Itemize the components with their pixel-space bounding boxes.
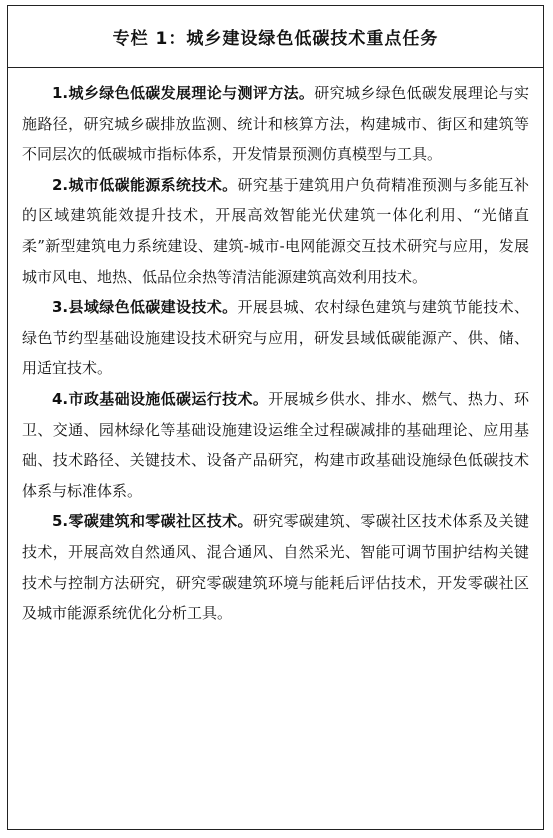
section-1-heading: 1.城乡绿色低碳发展理论与测评方法。 — [52, 84, 315, 102]
task-box — [7, 5, 544, 830]
section-3-heading: 3.县域绿色低碳建设技术。 — [52, 298, 238, 317]
section-5-body: 研究零碳建筑、零碳社区技术体系及关键技术，开展高效自然通风、混合通风、自然采光、智能可调节围护结构关键技术与控制方法研究，研究零碳建筑环境与能耗后评估技术，开发零碳社区及城市能源系统优化分析工具。 — [22, 512, 529, 623]
section-3-body: 开展县城、农村绿色建筑与建筑节能技术、绿色节约型基础设施建设技术研究与应用，研发县域低碳能源产、供、储、用适宜技术。 — [22, 298, 529, 378]
section-1 — [22, 78, 529, 170]
box-title: 专栏 1：城乡建设绿色低碳技术重点任务 — [8, 6, 543, 68]
section-4 — [22, 384, 529, 506]
section-5-heading: 5.零碳建筑和零碳社区技术。 — [52, 512, 253, 531]
section-4-heading: 4.市政基础设施低碳运行技术。 — [52, 389, 269, 408]
section-3 — [22, 292, 529, 384]
section-2-heading: 2.城市低碳能源系统技术。 — [52, 175, 238, 194]
section-1-body: 研究城乡绿色低碳发展理论与实施路径，研究城乡碳排放监测、统计和核算方法，构建城市、街区和建筑等不同层次的低碳城市指标体系，开发情景预测仿真模型与工具。 — [22, 84, 529, 164]
section-2-body: 研究基于建筑用户负荷精准预测与多能互补的区域建筑能效提升技术，开展高效智能光伏建筑一体化利用、“光储直柔”新型建筑电力系统建设、建筑-城市-电网能源交互技术研究与应用，发展城市风电、地热、低品位余热等清洁能源建筑高效利用技术。 — [22, 175, 529, 286]
section-4-body: 开展城乡供水、排水、燃气、热力、环卫、交通、园林绿化等基础设施建设运维全过程碳减排的基础理论、应用基础、技术路径、关键技术、设备产品研究，构建市政基础设施绿色低碳技术体系与标准体系。 — [22, 389, 529, 500]
box-content — [8, 68, 543, 629]
section-5 — [22, 506, 529, 628]
section-2 — [22, 170, 529, 292]
